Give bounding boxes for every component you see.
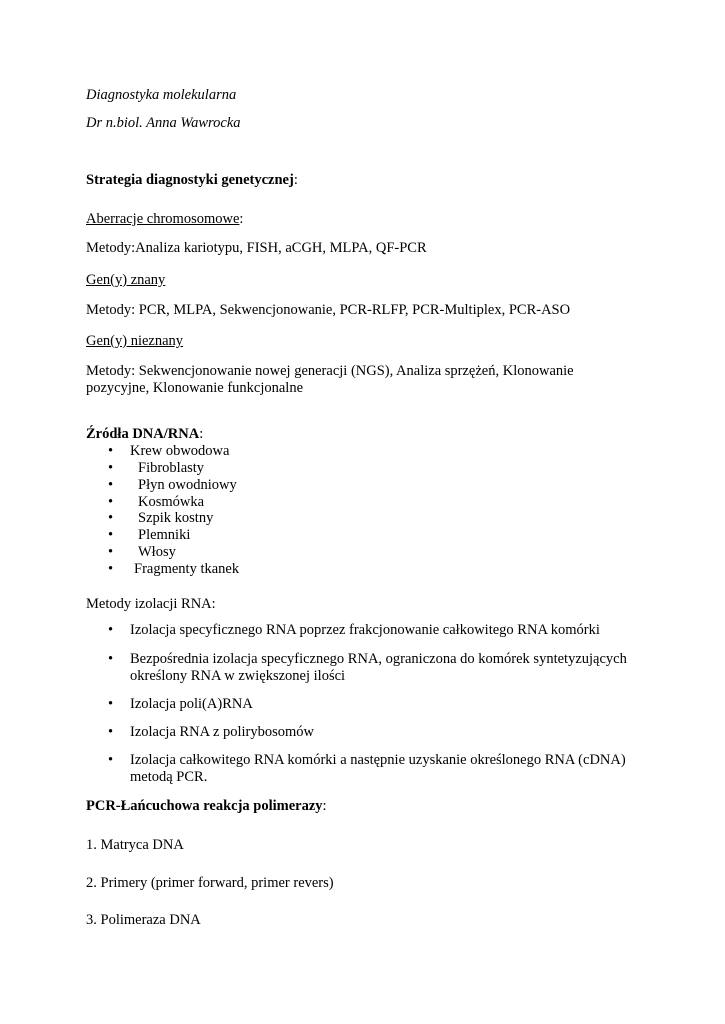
pcr-heading-colon: :: [322, 798, 327, 814]
pcr-item: 3. Polimeraza DNA: [86, 912, 201, 928]
author-line: Dr n.biol. Anna Wawrocka: [86, 115, 241, 131]
chromosomal-label-colon: :: [239, 211, 244, 227]
bullet: •: [108, 460, 114, 476]
bullet: •: [108, 561, 114, 577]
sources-heading-text: Źródła DNA/RNA: [86, 426, 200, 442]
bullet: •: [108, 752, 114, 768]
bullet: •: [108, 494, 114, 510]
bullet: •: [108, 510, 114, 526]
pcr-heading-text: PCR-Łańcuchowa reakcja polimerazy: [86, 798, 323, 814]
unknown-gene-methods-line2: pozycyjne, Klonowanie funkcjonalne: [86, 380, 304, 396]
chromosomal-label-text: Aberracje chromosomowe: [86, 211, 240, 227]
bullet: •: [108, 696, 114, 712]
bullet: •: [108, 622, 114, 638]
bullet: •: [108, 477, 114, 493]
chromosomal-methods: Metody:Analiza kariotypu, FISH, aCGH, MLPA, QF-PCR: [86, 240, 427, 256]
strategy-heading-colon: :: [293, 172, 298, 188]
unknown-gene-label: Gen(y) nieznany: [86, 333, 184, 349]
sources-heading: [86, 426, 203, 443]
pcr-item: 1. Matryca DNA: [86, 837, 184, 853]
rna-methods-heading: Metody izolacji RNA:: [86, 596, 216, 612]
known-gene-methods: Metody: PCR, MLPA, Sekwencjonowanie, PCR-RLFP, PCR-Multiplex, PCR-ASO: [86, 302, 571, 318]
bullet: •: [108, 527, 114, 543]
bullet: •: [108, 443, 114, 459]
unknown-gene-methods-line1: Metody: Sekwencjonowanie nowej generacji (NGS), Analiza sprzężeń, Klonowanie: [86, 363, 574, 379]
pcr-heading: [86, 798, 327, 815]
bullet: •: [108, 544, 114, 560]
bullet: •: [108, 724, 114, 740]
bullet: •: [108, 651, 114, 667]
document-page: Diagnostyka molekularna Dr n.biol. Anna Wawrocka Strategia diagnostyki genetycznej: Aberracje chromosomowe: Metody:Analiza kariotypu, FISH, aCGH, MLPA, QF-PCR Gen(y) znany Metody: PCR, MLPA, Sekwencjonowanie, PCR-RLFP, PCR-Multiplex, PCR-ASO Gen(y) nieznany Metody: Sekwencjonowanie nowej generacji (NGS), Analiza sprzężeń, Klonowanie pozycyjne, Klonowanie funkcjonalne Źródła DNA/RNA: • Krew obwodowa • Fibroblasty • Płyn owodniowy • Kosmówka • Szpik kostny • Plemniki • Włosy • Fragmenty tkanek Metody izolacji RNA: • Izolacja specyficznego RNA poprzez frakcjonowanie całkowitego RNA komórki • Bezpośrednia izolacja specyficznego RNA, ograniczona do komórek syntetyzujących określony RNA w zwiększonej ilości • Izolacja poli(A)RNA • Izolacja RNA z polirybosomów • Izolacja całkowitego RNA komórki a następnie uzyskanie określonego RNA (cDNA) metodą PCR. PCR-Łańcuchowa reakcja polimerazy: 1. Matryca DNA 2. Primery (primer forward, primer revers) 3. Polimeraza DNA: [86, 87, 627, 928]
strategy-heading: [86, 172, 298, 189]
strategy-heading-text: Strategia diagnostyki genetycznej: [86, 172, 294, 188]
chromosomal-label: [86, 211, 243, 228]
sources-heading-colon: :: [199, 426, 204, 442]
known-gene-label: Gen(y) znany: [86, 272, 166, 288]
pcr-item: 2. Primery (primer forward, primer revers): [86, 875, 334, 891]
course-title: Diagnostyka molekularna: [86, 87, 237, 103]
